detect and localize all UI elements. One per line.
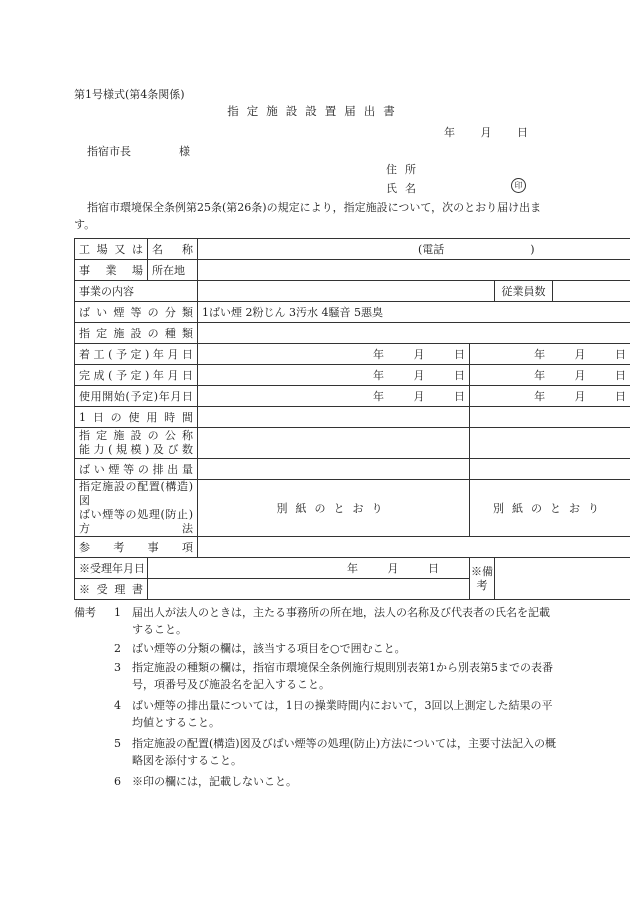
name-field[interactable] [198, 239, 630, 260]
use-start-date-2[interactable]: 年 月 日 [470, 386, 630, 407]
separate-sheet-1: 別紙のとおり [198, 480, 470, 537]
name-label: 氏名 [386, 182, 424, 195]
addressee-name: 指宿市長 [87, 145, 131, 158]
business-content-label: 事業の内容 [75, 281, 198, 302]
received-date-field: 年 月 日 [148, 558, 470, 579]
facility-type-label: 指定施設の種類 [75, 323, 198, 344]
addressee [87, 143, 190, 159]
employees-field[interactable] [553, 281, 630, 302]
emission-field-2[interactable] [470, 459, 630, 480]
layout-label-line1: 指定施設の配置(構造)図 [79, 480, 193, 507]
received-date-label: ※受理年月日 [75, 558, 148, 579]
separate-sheet-2: 別紙のとおり [470, 480, 630, 537]
note-item: 6 ※印の欄には，記載しないこと。 [114, 775, 297, 788]
start-date-2[interactable]: 年 月 日 [470, 344, 630, 365]
note-item: 5 指定施設の配置(構造)図及びばい煙等の処理(防止)方法については，主要寸法記入の概略図を添付すること。 [114, 737, 556, 767]
receipt-field [148, 579, 470, 600]
addressee-honorific: 様 [179, 145, 190, 158]
document-title: 指定施設設置届出書 [227, 104, 403, 118]
note-item: 1 届出人が法人のときは，主たる事務所の所在地，法人の名称及び代表者の氏名を記載すること。 [114, 606, 550, 636]
daily-hours-field-2[interactable] [470, 407, 630, 428]
facility-type-field[interactable] [198, 323, 630, 344]
emission-label: ばい煙等の排出量 [75, 459, 198, 480]
reference-label: 参考事項 [75, 537, 198, 558]
note-item: 4 ばい煙等の排出量については，1日の操業時間内において，3回以上測定した結果の平均値とすること。 [114, 699, 553, 729]
business-content-field[interactable] [198, 281, 495, 302]
employees-label: 従業員数 [495, 281, 553, 302]
intro-text: 指宿市環境保全条例第25条(第26条)の規定により，指定施設について，次のとおり届け出ます。 [74, 201, 542, 231]
daily-hours-label: 1日の使用時間 [75, 407, 198, 428]
layout-label-line2: ばい煙等の処理(防止)方法 [79, 508, 193, 535]
capacity-label [75, 428, 198, 459]
use-start-date-1[interactable]: 年 月 日 [198, 386, 470, 407]
phone-close: ) [530, 243, 535, 256]
use-start-date-label: 使用開始(予定)年月日 [75, 386, 198, 407]
name-field-label: 名称 [148, 239, 198, 260]
remarks-field [495, 558, 630, 600]
daily-hours-field-1[interactable] [198, 407, 470, 428]
address-label: 住所 [386, 163, 424, 176]
layout-label [75, 480, 198, 537]
factory-label: 工場又は [75, 239, 148, 260]
smoke-class-options[interactable]: 1ばい煙 2粉じん 3汚水 4騒音 5悪臭 [198, 302, 630, 323]
application-table [74, 238, 630, 600]
location-field[interactable] [198, 260, 630, 281]
start-date-1[interactable]: 年 月 日 [198, 344, 470, 365]
receipt-label: ※受理書 [75, 579, 148, 600]
complete-date-label: 完成(予定)年月日 [75, 365, 198, 386]
capacity-label-line2: 能力(規模)及び数 [79, 443, 193, 456]
location-label: 所在地 [148, 260, 198, 281]
complete-date-2[interactable]: 年 月 日 [470, 365, 630, 386]
note-item: 3 指定施設の種類の欄は，指宿市環境保全条例施行規則別表第1から別表第5までの表番号，項番号及び施設名を記入すること。 [114, 661, 553, 691]
form-number: 第1号様式(第4条関係) [74, 88, 185, 101]
reference-field[interactable] [198, 537, 630, 558]
capacity-label-line1: 指定施設の公称 [79, 429, 193, 442]
capacity-field-2[interactable] [470, 428, 630, 459]
smoke-class-label: ばい煙等の分類 [75, 302, 198, 323]
phone-label: (電話 [418, 243, 445, 256]
date-line: 年 月 日 [444, 126, 528, 139]
remarks-label: ※備考 [470, 558, 495, 600]
capacity-field-1[interactable] [198, 428, 470, 459]
business-site-label: 事業場 [75, 260, 148, 281]
emission-field-1[interactable] [198, 459, 470, 480]
notes-heading: 備考 [74, 606, 96, 619]
seal-mark: 印 [511, 178, 526, 193]
start-date-label: 着工(予定)年月日 [75, 344, 198, 365]
complete-date-1[interactable]: 年 月 日 [198, 365, 470, 386]
note-item: 2 ばい煙等の分類の欄は，該当する項目を○で囲むこと。 [114, 642, 406, 655]
